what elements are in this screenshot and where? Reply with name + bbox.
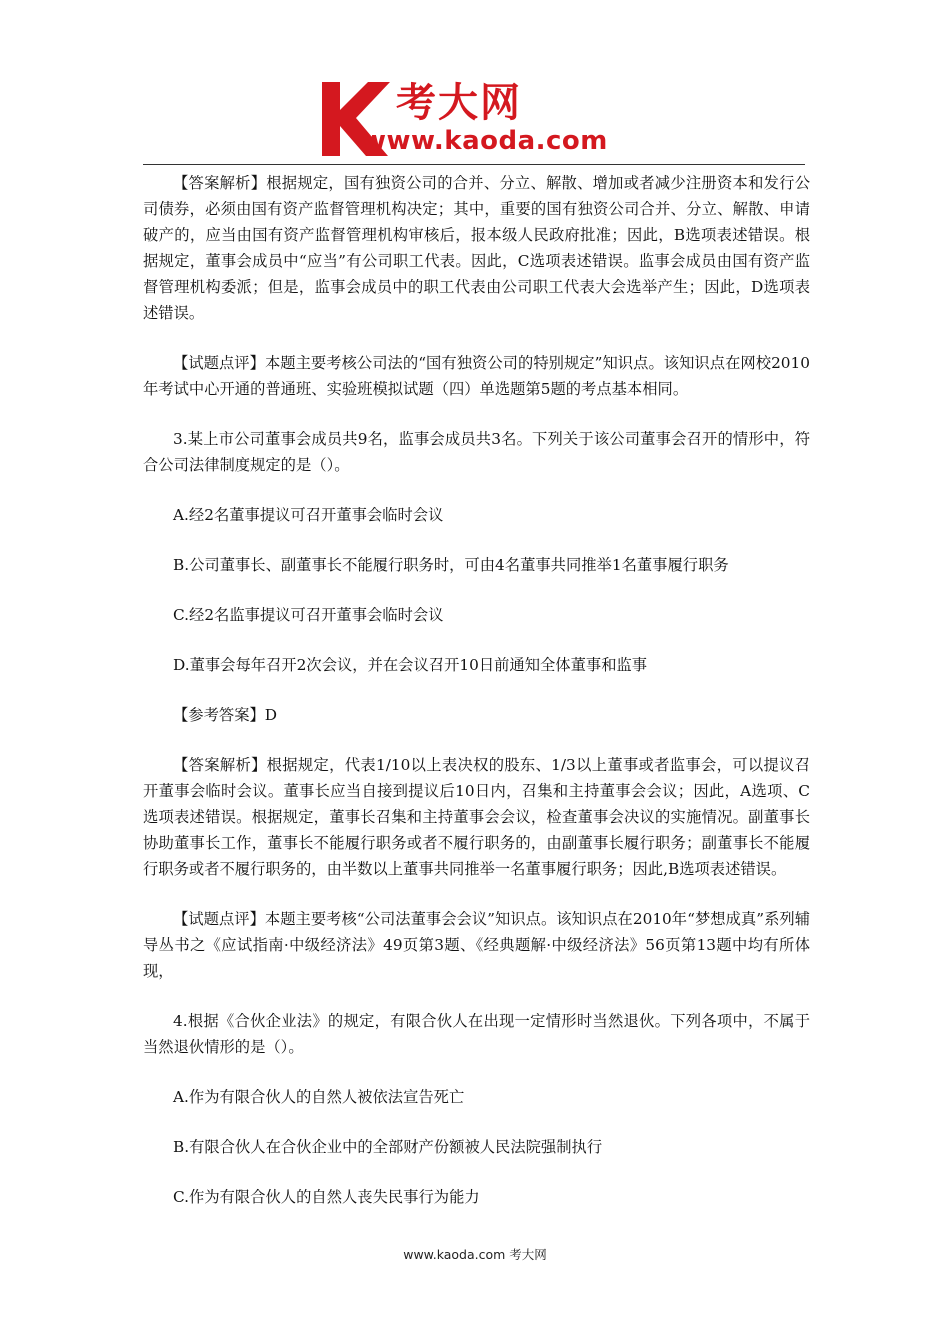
- question-3-answer-analysis: 【答案解析】根据规定，代表1/10以上表决权的股东、1/3以上董事或者监事会，可以提议召开董事会临时会议。董事长应当自接到提议后10日内，召集和主持董事会会议；因此，A选项、C选项表述错误。根据规定，董事长召集和主持董事会会议，检查董事会决议的实施情况。副董事长协助董事长工作，董事长不能履行职务或者不履行职务的，由副董事长履行职务；副董事长不能履行职务或者不履行职务的，由半数以上董事共同推举一名董事履行职务；因此,B选项表述错误。: [143, 756, 810, 878]
- logo-url-text: www.kaoda.com: [362, 126, 608, 156]
- question-4-stem: 4.根据《合伙企业法》的规定，有限合伙人在出现一定情形时当然退伙。下列各项中，不属于当然退伙情形的是（）。: [143, 1012, 810, 1056]
- question-4-option-a: A.作为有限合伙人的自然人被依法宣告死亡: [173, 1088, 465, 1106]
- page-footer[interactable]: www.kaoda.com 考大网: [403, 1247, 547, 1262]
- question-3-option-b: B.公司董事长、副董事长不能履行职务时，可由4名董事共同推举1名董事履行职务: [173, 556, 729, 574]
- question-3-option-d: D.董事会每年召开2次会议，并在会议召开10日前通知全体董事和监事: [173, 656, 648, 674]
- site-logo[interactable]: [318, 80, 648, 160]
- question-comment-paragraph: 【试题点评】本题主要考核公司法的“国有独资公司的特别规定”知识点。该知识点在网校2010年考试中心开通的普通班、实验班模拟试题（四）单选题第5题的考点基本相同。: [143, 354, 810, 398]
- document-body: [143, 170, 810, 1210]
- question-3-reference-answer: 【参考答案】D: [173, 706, 278, 724]
- question-3-option-a: A.经2名董事提议可召开董事会临时会议: [173, 506, 444, 524]
- logo-chinese-name: 考大网: [396, 80, 522, 126]
- question-3-comment: 【试题点评】本题主要考核“公司法董事会会议”知识点。该知识点在2010年“梦想成真”系列辅导丛书之《应试指南·中级经济法》49页第3题、《经典题解·中级经济法》56页第13题中均有所体现，: [143, 910, 810, 980]
- question-3-stem: 3.某上市公司董事会成员共9名，监事会成员共3名。下列关于该公司董事会召开的情形中，符合公司法律制度规定的是（）。: [143, 430, 810, 474]
- question-3-option-c: C.经2名监事提议可召开董事会临时会议: [173, 606, 444, 624]
- answer-analysis-paragraph: 【答案解析】根据规定，国有独资公司的合并、分立、解散、增加或者减少注册资本和发行公司债券，必须由国有资产监督管理机构决定；其中，重要的国有独资公司合并、分立、解散、申请破产的，应当由国有资产监督管理机构审核后，报本级人民政府批准；因此，B选项表述错误。根据规定，董事会成员中“应当”有公司职工代表。因此，C选项表述错误。监事会成员由国有资产监督管理机构委派；但是，监事会成员中的职工代表由公司职工代表大会选举产生；因此，D选项表述错误。: [143, 174, 810, 322]
- question-4-option-c: C.作为有限合伙人的自然人丧失民事行为能力: [173, 1188, 480, 1206]
- question-4-option-b: B.有限合伙人在合伙企业中的全部财产份额被人民法院强制执行: [173, 1138, 603, 1156]
- header-divider: [143, 164, 805, 165]
